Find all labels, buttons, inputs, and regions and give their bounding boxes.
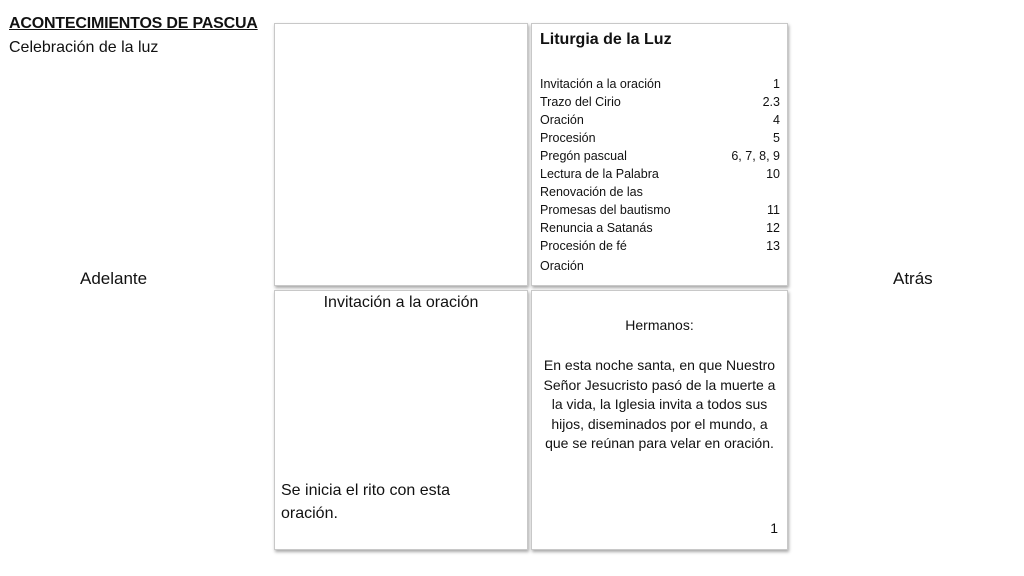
toc-item-label: Procesión bbox=[540, 131, 596, 145]
toc-item[interactable] bbox=[540, 129, 780, 147]
toc-item-page: 13 bbox=[766, 239, 780, 253]
image-panel-empty bbox=[274, 23, 528, 286]
toc-item[interactable] bbox=[540, 237, 780, 255]
prayer-panel bbox=[531, 290, 788, 550]
toc-item-page: 11 bbox=[767, 203, 780, 217]
toc-item-label: Promesas del bautismo bbox=[540, 203, 671, 217]
page-subtitle: Celebración de la luz bbox=[9, 39, 159, 56]
toc-item[interactable] bbox=[540, 257, 780, 275]
section-note: Se inicia el rito con esta oración. bbox=[281, 482, 450, 522]
toc-item-label: Renuncia a Satanás bbox=[540, 221, 653, 235]
toc-item-label: Oración bbox=[540, 113, 584, 127]
toc-panel bbox=[531, 23, 788, 286]
toc-title: Liturgia de la Luz bbox=[540, 31, 672, 48]
toc-item[interactable] bbox=[540, 219, 780, 237]
toc-item-page: 4 bbox=[773, 113, 780, 127]
page-title: ACONTECIMIENTOS DE PASCUA bbox=[9, 15, 258, 32]
toc-item-label: Oración bbox=[540, 259, 584, 273]
toc-item[interactable] bbox=[540, 147, 780, 165]
toc-item-label: Procesión de fé bbox=[540, 239, 627, 253]
toc-item-page: 10 bbox=[766, 167, 780, 181]
toc-item-page: 1 bbox=[773, 77, 780, 91]
toc-item-label: Renovación de las bbox=[540, 185, 643, 199]
toc-item-page: 2.3 bbox=[762, 95, 780, 109]
toc-item-label: Invitación a la oración bbox=[540, 77, 661, 91]
toc-item[interactable] bbox=[540, 93, 780, 111]
toc-item-page: 6, 7, 8, 9 bbox=[731, 149, 780, 163]
toc-item-page: 12 bbox=[766, 221, 780, 235]
toc-item[interactable] bbox=[540, 183, 780, 201]
section-panel bbox=[274, 290, 528, 550]
toc-item[interactable] bbox=[540, 75, 780, 93]
section-title: Invitación a la oración bbox=[323, 294, 479, 311]
toc-item-label: Pregón pascual bbox=[540, 149, 627, 163]
page-number: 1 bbox=[770, 520, 778, 536]
toc-item[interactable] bbox=[540, 201, 780, 219]
prayer-greeting: Hermanos: bbox=[625, 317, 694, 333]
toc-item-label: Lectura de la Palabra bbox=[540, 167, 659, 181]
toc-item-page: 5 bbox=[773, 131, 780, 145]
toc-item-label: Trazo del Cirio bbox=[540, 95, 621, 109]
forward-link[interactable]: Adelante bbox=[80, 269, 148, 288]
prayer-body: En esta noche santa, en que Nuestro Señor Jesucristo pasó de la muerte a la vida, la Iglesia invita a todos sus hijos, diseminados por el mundo, a que se reúnan para velar en oración. bbox=[543, 357, 776, 451]
toc-item[interactable] bbox=[540, 165, 780, 183]
back-link[interactable]: Atrás bbox=[893, 269, 933, 288]
toc-list bbox=[540, 75, 780, 275]
toc-item[interactable] bbox=[540, 111, 780, 129]
